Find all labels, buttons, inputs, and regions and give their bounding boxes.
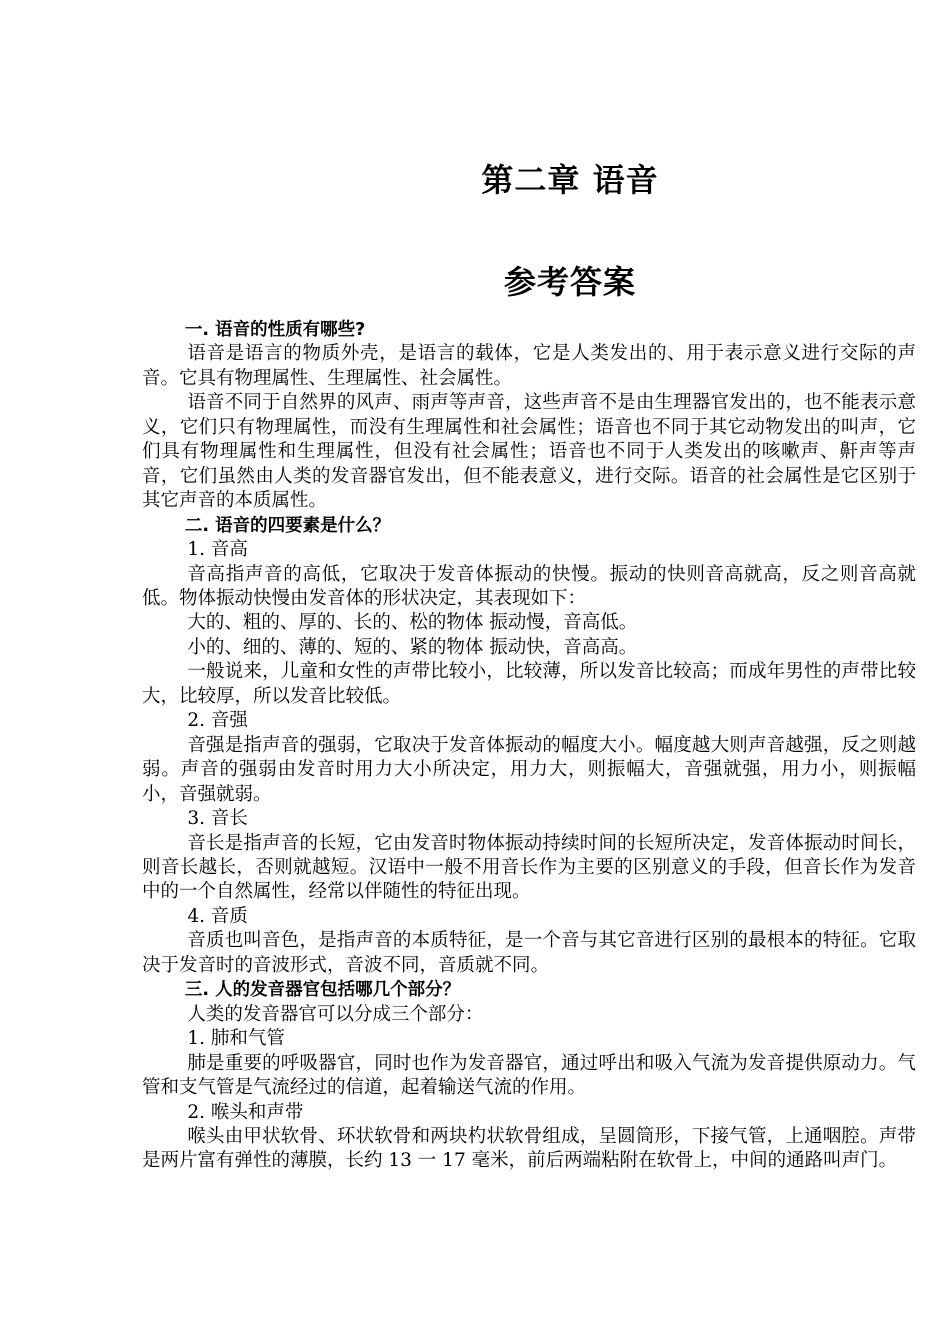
chapter-title: 第二章 语音 [481,161,659,199]
paragraph: 音强是指声音的强弱，它取决于发音体振动的幅度大小。幅度越大则声音越强，反之则越弱。声音的强弱由发音时用力大小所决定，用力大，则振幅大，音强就强，用力小，则振幅小，音强就弱。 [142,734,916,805]
section-heading: 二. 语音的四要素是什么？ [184,515,391,536]
paragraph: 1. 音高 [187,539,248,561]
section-heading: 三. 人的发音器官包括哪几个部分？ [184,980,461,1001]
paragraph: 大的、粗的、厚的、长的、松的物体 振动慢，音高低。 [187,612,638,634]
paragraph: 喉头由甲状软骨、环状软骨和两块杓状软骨组成，呈圆筒形，下接气管，上通咽腔。声带是两片富有弹性的薄膜，长约 13 一 17 毫米，前后两端粘附在软骨上，中间的通路叫声门。 [142,1125,916,1172]
paragraph: 音高指声音的高低，它取决于发音体振动的快慢。振动的快则音高就高，反之则音高就低。物体振动快慢由发音体的形状决定，其表现如下： [142,563,916,609]
paragraph: 语音是语言的物质外壳，是语言的载体，它是人类发出的、用于表示意义进行交际的声音。它具有物理属性、生理属性、社会属性。 [142,343,916,389]
paragraph: 2. 音强 [187,710,248,732]
paragraph: 4. 音质 [187,905,248,927]
section-heading: 一. 语音的性质有哪些? [184,320,366,340]
paragraph: 一般说来，儿童和女性的声带比较小，比较薄，所以发音比较高；而成年男性的声带比较大，比较厚，所以发音比较低。 [142,661,916,707]
paragraph: 音质也叫音色，是指声音的本质特征，是一个音与其它音进行区别的最根本的特征。它取决于发音时的音波形式，音波不同，音质就不同。 [142,930,916,976]
paragraph: 人类的发音器官可以分成三个部分： [187,1003,484,1025]
paragraph: 音长是指声音的长短，它由发音时物体振动持续时间的长短所决定，发音体振动时间长，则音长越长，否则就越短。汉语中一般不用音长作为主要的区别意义的手段，但音长作为发音中的一个自然属性，经常以伴随性的特征出现。 [142,832,916,903]
paragraph: 1. 肺和气管 [187,1028,285,1050]
paragraph: 3. 音长 [187,808,248,830]
paragraph: 肺是重要的呼吸器官，同时也作为发音器官，通过呼出和吸入气流为发音提供原动力。气管和支气管是气流经过的信道，起着输送气流的作用。 [142,1052,916,1099]
paragraph: 语音不同于自然界的风声、雨声等声音，这些声音不是由生理器官发出的，也不能表示意义，它们只有物理属性，而没有生理属性和社会属性；语音也不同于其它动物发出的叫声，它们具有物理属性和生理属性，但没有社会属性；语音也不同于人类发出的咳嗽声、鼾声等声音，它们虽然由人类的发音器官发出，但不能表意义，进行交际。语音的社会属性是它区别于其它声音的本质属性。 [142,392,916,512]
paragraph: 2. 喉头和声带 [187,1101,304,1123]
paragraph: 小的、细的、薄的、短的、紧的物体 振动快，音高高。 [187,636,638,658]
answer-subtitle: 参考答案 [503,263,636,301]
document-body [142,318,916,1174]
